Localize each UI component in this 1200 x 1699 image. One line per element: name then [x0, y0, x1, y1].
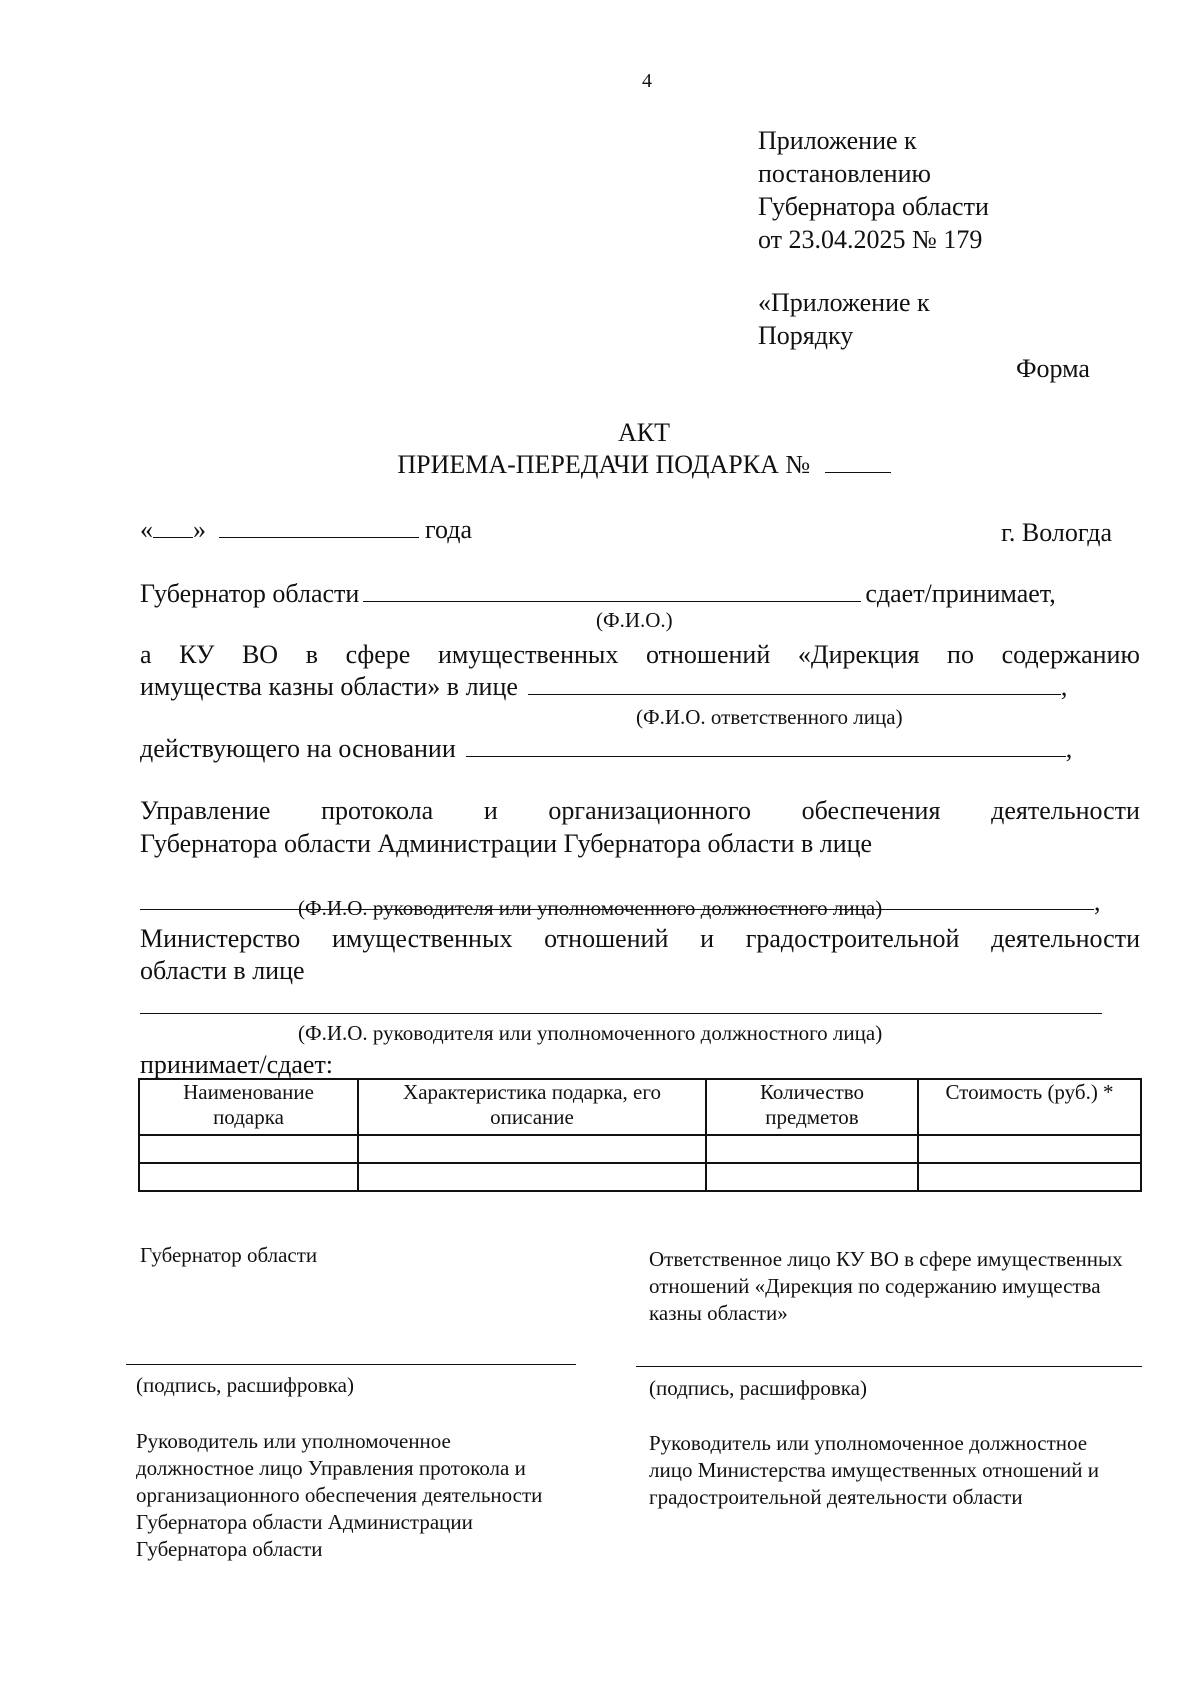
min-line-1	[140, 924, 1140, 954]
acting-basis-blank	[466, 755, 1066, 757]
comma: ,	[1094, 887, 1101, 916]
table-cell[interactable]	[706, 1163, 918, 1191]
word: а	[140, 640, 152, 669]
word: и	[700, 924, 714, 953]
signature-line-right	[636, 1365, 1142, 1367]
act-number-blank	[825, 471, 891, 473]
ku-line-1	[140, 640, 1140, 670]
word: содержанию	[1001, 640, 1140, 669]
word: градостроительной	[745, 924, 960, 953]
close-quote: »	[193, 515, 206, 544]
table-cell[interactable]	[918, 1135, 1141, 1163]
table-cell[interactable]	[918, 1163, 1141, 1191]
appendix-line: постановлению	[758, 159, 931, 188]
acting-basis-text: действующего на основании	[140, 734, 456, 763]
governor-line	[140, 579, 1102, 609]
ku-line-2-text: имущества казны области» в лице	[140, 672, 518, 701]
table-header-row	[139, 1079, 1141, 1135]
day-blank	[153, 536, 193, 538]
min-name-blank	[140, 1012, 1102, 1014]
appendix-block	[758, 124, 989, 352]
word: КУ	[179, 640, 215, 669]
comma: ,	[1065, 734, 1073, 763]
appendix-sub-line: «Приложение к	[758, 288, 930, 317]
city-label: г. Вологда	[1001, 518, 1112, 547]
min-name-hint: (Ф.И.О. руководителя или уполномоченного должностного лица)	[298, 1021, 883, 1045]
word: по	[947, 640, 974, 669]
page-number: 4	[642, 70, 652, 92]
table-row	[139, 1163, 1141, 1191]
comma: ,	[1060, 672, 1068, 701]
word: отношений	[544, 924, 669, 953]
header-gift-name: Наименование подарка	[139, 1079, 358, 1135]
word: в	[305, 640, 318, 669]
signature-hint-left: (подпись, расшифровка)	[136, 1373, 354, 1397]
word: отношений	[646, 640, 771, 669]
word: имущественных	[437, 640, 619, 669]
word: организационного	[548, 796, 751, 825]
header-quantity: Количество предметов	[706, 1079, 918, 1135]
accept-label: принимает/сдает:	[140, 1050, 334, 1079]
governor-name-blank	[363, 600, 861, 602]
min-line-2: области в лице	[140, 956, 305, 985]
ku-line-2	[140, 672, 1067, 702]
word: Управление	[140, 796, 271, 825]
form-label: Форма	[1016, 354, 1090, 383]
signature-min-title: Руководитель или уполномоченное должностное лицо Министерства имущественных отношений и градостроительной деятельности области	[649, 1431, 1099, 1509]
governor-name-hint: (Ф.И.О.)	[596, 608, 673, 632]
word: деятельности	[991, 796, 1140, 825]
table-cell[interactable]	[358, 1163, 706, 1191]
appendix-line: от 23.04.2025 № 179	[758, 225, 983, 254]
responsible-name-hint: (Ф.И.О. ответственного лица)	[636, 705, 903, 729]
appendix-sub-line: Порядку	[758, 321, 854, 350]
table-cell[interactable]	[139, 1135, 358, 1163]
document-title: АКТ	[618, 418, 670, 447]
signature-governor-title: Губернатор области	[140, 1243, 318, 1267]
signature-line-left	[126, 1363, 576, 1365]
word: сфере	[345, 640, 411, 669]
upr-name-hint: (Ф.И.О. руководителя или уполномоченного должностного лица)	[298, 896, 883, 920]
word: «Дирекция	[797, 640, 920, 669]
open-quote: «	[140, 515, 153, 544]
word: обеспечения	[801, 796, 941, 825]
month-blank	[219, 536, 419, 538]
word: протокола	[321, 796, 434, 825]
signature-responsible-title: Ответственное лицо КУ ВО в сфере имущественных отношений «Дирекция по содержанию имущества казны области»	[649, 1247, 1123, 1325]
date-row	[140, 515, 472, 545]
table-cell[interactable]	[358, 1135, 706, 1163]
header-gift-description: Характеристика подарка, его описание	[358, 1079, 706, 1135]
responsible-name-blank	[528, 693, 1061, 695]
appendix-line: Губернатора области	[758, 192, 989, 221]
word: деятельности	[991, 924, 1140, 953]
acting-basis-line	[140, 734, 1072, 764]
upr-line-2: Губернатора области Администрации Губернатора области в лице	[140, 829, 873, 858]
year-word: года	[425, 515, 473, 544]
gifts-table	[138, 1078, 1142, 1192]
word: Министерство	[140, 924, 301, 953]
signature-upr-title: Руководитель или уполномоченное должностное лицо Управления протокола и организационного обеспечения деятельности Губернатора области Администрации Губернатора области	[136, 1429, 543, 1561]
header-cost: Стоимость (руб.) *	[918, 1079, 1141, 1135]
upr-line-1	[140, 796, 1140, 826]
word: имущественных	[332, 924, 513, 953]
governor-prefix: Губернатор области	[140, 579, 360, 608]
table-cell[interactable]	[706, 1135, 918, 1163]
document-subtitle	[0, 450, 1200, 480]
governor-suffix: сдает/принимает,	[865, 579, 1056, 608]
table-cell[interactable]	[139, 1163, 358, 1191]
subtitle-text: ПРИЕМА-ПЕРЕДАЧИ ПОДАРКА №	[397, 450, 811, 479]
signature-hint-right: (подпись, расшифровка)	[649, 1376, 867, 1400]
word: и	[483, 796, 498, 825]
appendix-line: Приложение к	[758, 126, 917, 155]
word: ВО	[241, 640, 279, 669]
table-row	[139, 1135, 1141, 1163]
